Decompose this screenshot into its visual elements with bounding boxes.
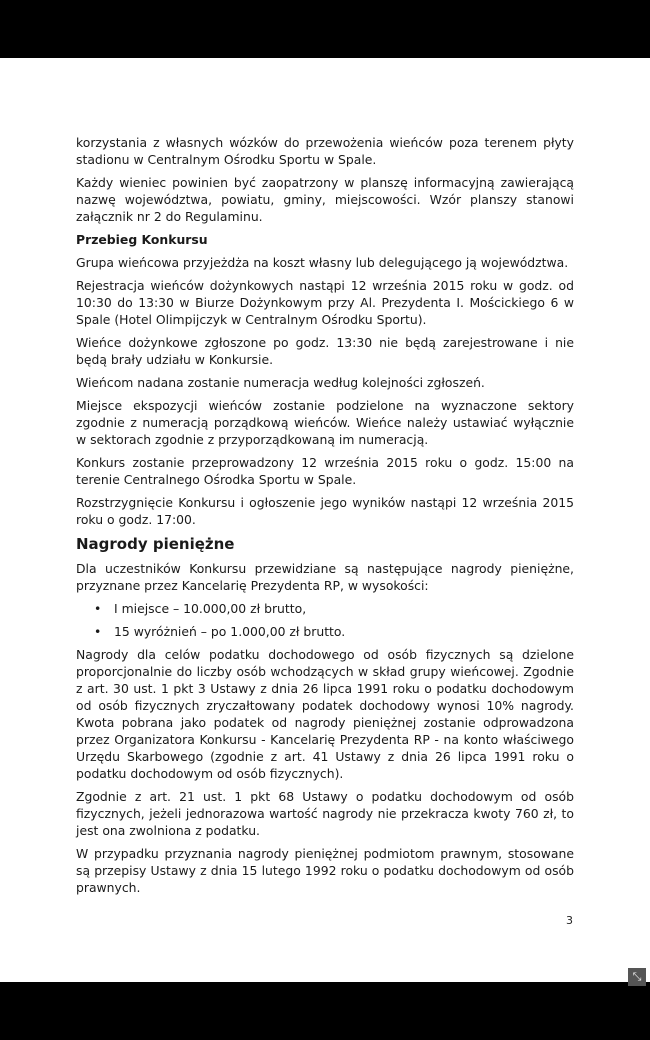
paragraph: Każdy wieniec powinien być zaopatrzony w planszę informacyjną zawierającą nazwę województwa, powiatu, gminy, miejscowości. Wzór planszy stanowi załącznik nr 2 do Regulaminu. bbox=[76, 175, 574, 224]
paragraph: Rejestracja wieńców dożynkowych nastąpi 12 września 2015 roku w godz. od 10:30 do 13:30 w Biurze Dożynkowym przy Al. Prezydenta I. Mościckiego 6 w Spale (Hotel Olimpijczyk w Centralnym Ośrodku Sportu). bbox=[76, 278, 574, 327]
list-item bbox=[76, 600, 574, 617]
paragraph: Nagrody dla celów podatku dochodowego od osób fizycznych są dzielone proporcjonalnie do liczby osób wchodzących w skład grupy wieńcowej. Zgodnie z art. 30 ust. 1 pkt 3 Ustawy z dnia 26 lipca 1991 roku o podatku dochodowym od osób fizycznych zryczałtowany podatek dochodowy wynosi 10% nagrody. Kwota pobrana jako podatek od nagrody pieniężnej zostanie odprowadzona przez Organizatora Konkursu - Kancelarię Prezydenta RP - na konto właściwego Urzędu Skarbowego (zgodnie z art. 41 Ustawy z dnia 26 lipca 1991 roku o podatku dochodowym od osób fizycznych). bbox=[76, 647, 574, 781]
paragraph: Dla uczestników Konkursu przewidziane są następujące nagrody pieniężne, przyznane przez Kancelarię Prezydenta RP, w wysokości: bbox=[76, 561, 574, 593]
bullet-icon: • bbox=[94, 624, 102, 639]
section-heading-nagrody: Nagrody pieniężne bbox=[76, 535, 235, 553]
bullet-icon: • bbox=[94, 601, 102, 616]
prize-text: 15 wyróżnień – po 1.000,00 zł brutto. bbox=[114, 624, 346, 639]
page-number: 3 bbox=[566, 914, 573, 927]
paragraph: korzystania z własnych wózków do przewożenia wieńców poza terenem płyty stadionu w Centralnym Ośrodku Sportu w Spale. bbox=[76, 135, 574, 167]
paragraph: W przypadku przyznania nagrody pieniężnej podmiotom prawnym, stosowane są przepisy Ustawy z dnia 15 lutego 1992 roku o podatku dochodowym od osób prawnych. bbox=[76, 846, 574, 895]
document-content bbox=[76, 134, 574, 902]
list-item bbox=[76, 623, 574, 640]
paragraph: Wieńcom nadana zostanie numeracja według kolejności zgłoszeń. bbox=[76, 375, 485, 390]
document-page bbox=[0, 58, 650, 982]
paragraph: Rozstrzygnięcie Konkursu i ogłoszenie jego wyników nastąpi 12 września 2015 roku o godz. 17:00. bbox=[76, 495, 574, 527]
paragraph: Wieńce dożynkowe zgłoszone po godz. 13:30 nie będą zarejestrowane i nie będą brały udziału w Konkursie. bbox=[76, 335, 574, 367]
paragraph: Konkurs zostanie przeprowadzony 12 września 2015 roku o godz. 15:00 na terenie Centralnego Ośrodka Sportu w Spale. bbox=[76, 455, 574, 487]
paragraph: Miejsce ekspozycji wieńców zostanie podzielone na wyznaczone sektory zgodnie z numeracją porządkową wieńców. Wieńce należy ustawiać wyłącznie w sektorach zgodnie z przyporządkowaną im numeracją. bbox=[76, 398, 574, 447]
section-heading-przebieg: Przebieg Konkursu bbox=[76, 232, 208, 247]
fullscreen-icon[interactable]: ⤡ bbox=[628, 968, 646, 986]
paragraph: Zgodnie z art. 21 ust. 1 pkt 68 Ustawy o podatku dochodowym od osób fizycznych, jeżeli jednorazowa wartość nagrody nie przekracza kwoty 760 zł, to jest ona zwolniona z podatku. bbox=[76, 789, 574, 838]
prize-text: I miejsce – 10.000,00 zł brutto, bbox=[114, 601, 307, 616]
paragraph: Grupa wieńcowa przyjeżdża na koszt własny lub delegującego ją województwa. bbox=[76, 255, 569, 270]
prize-list bbox=[76, 600, 574, 640]
